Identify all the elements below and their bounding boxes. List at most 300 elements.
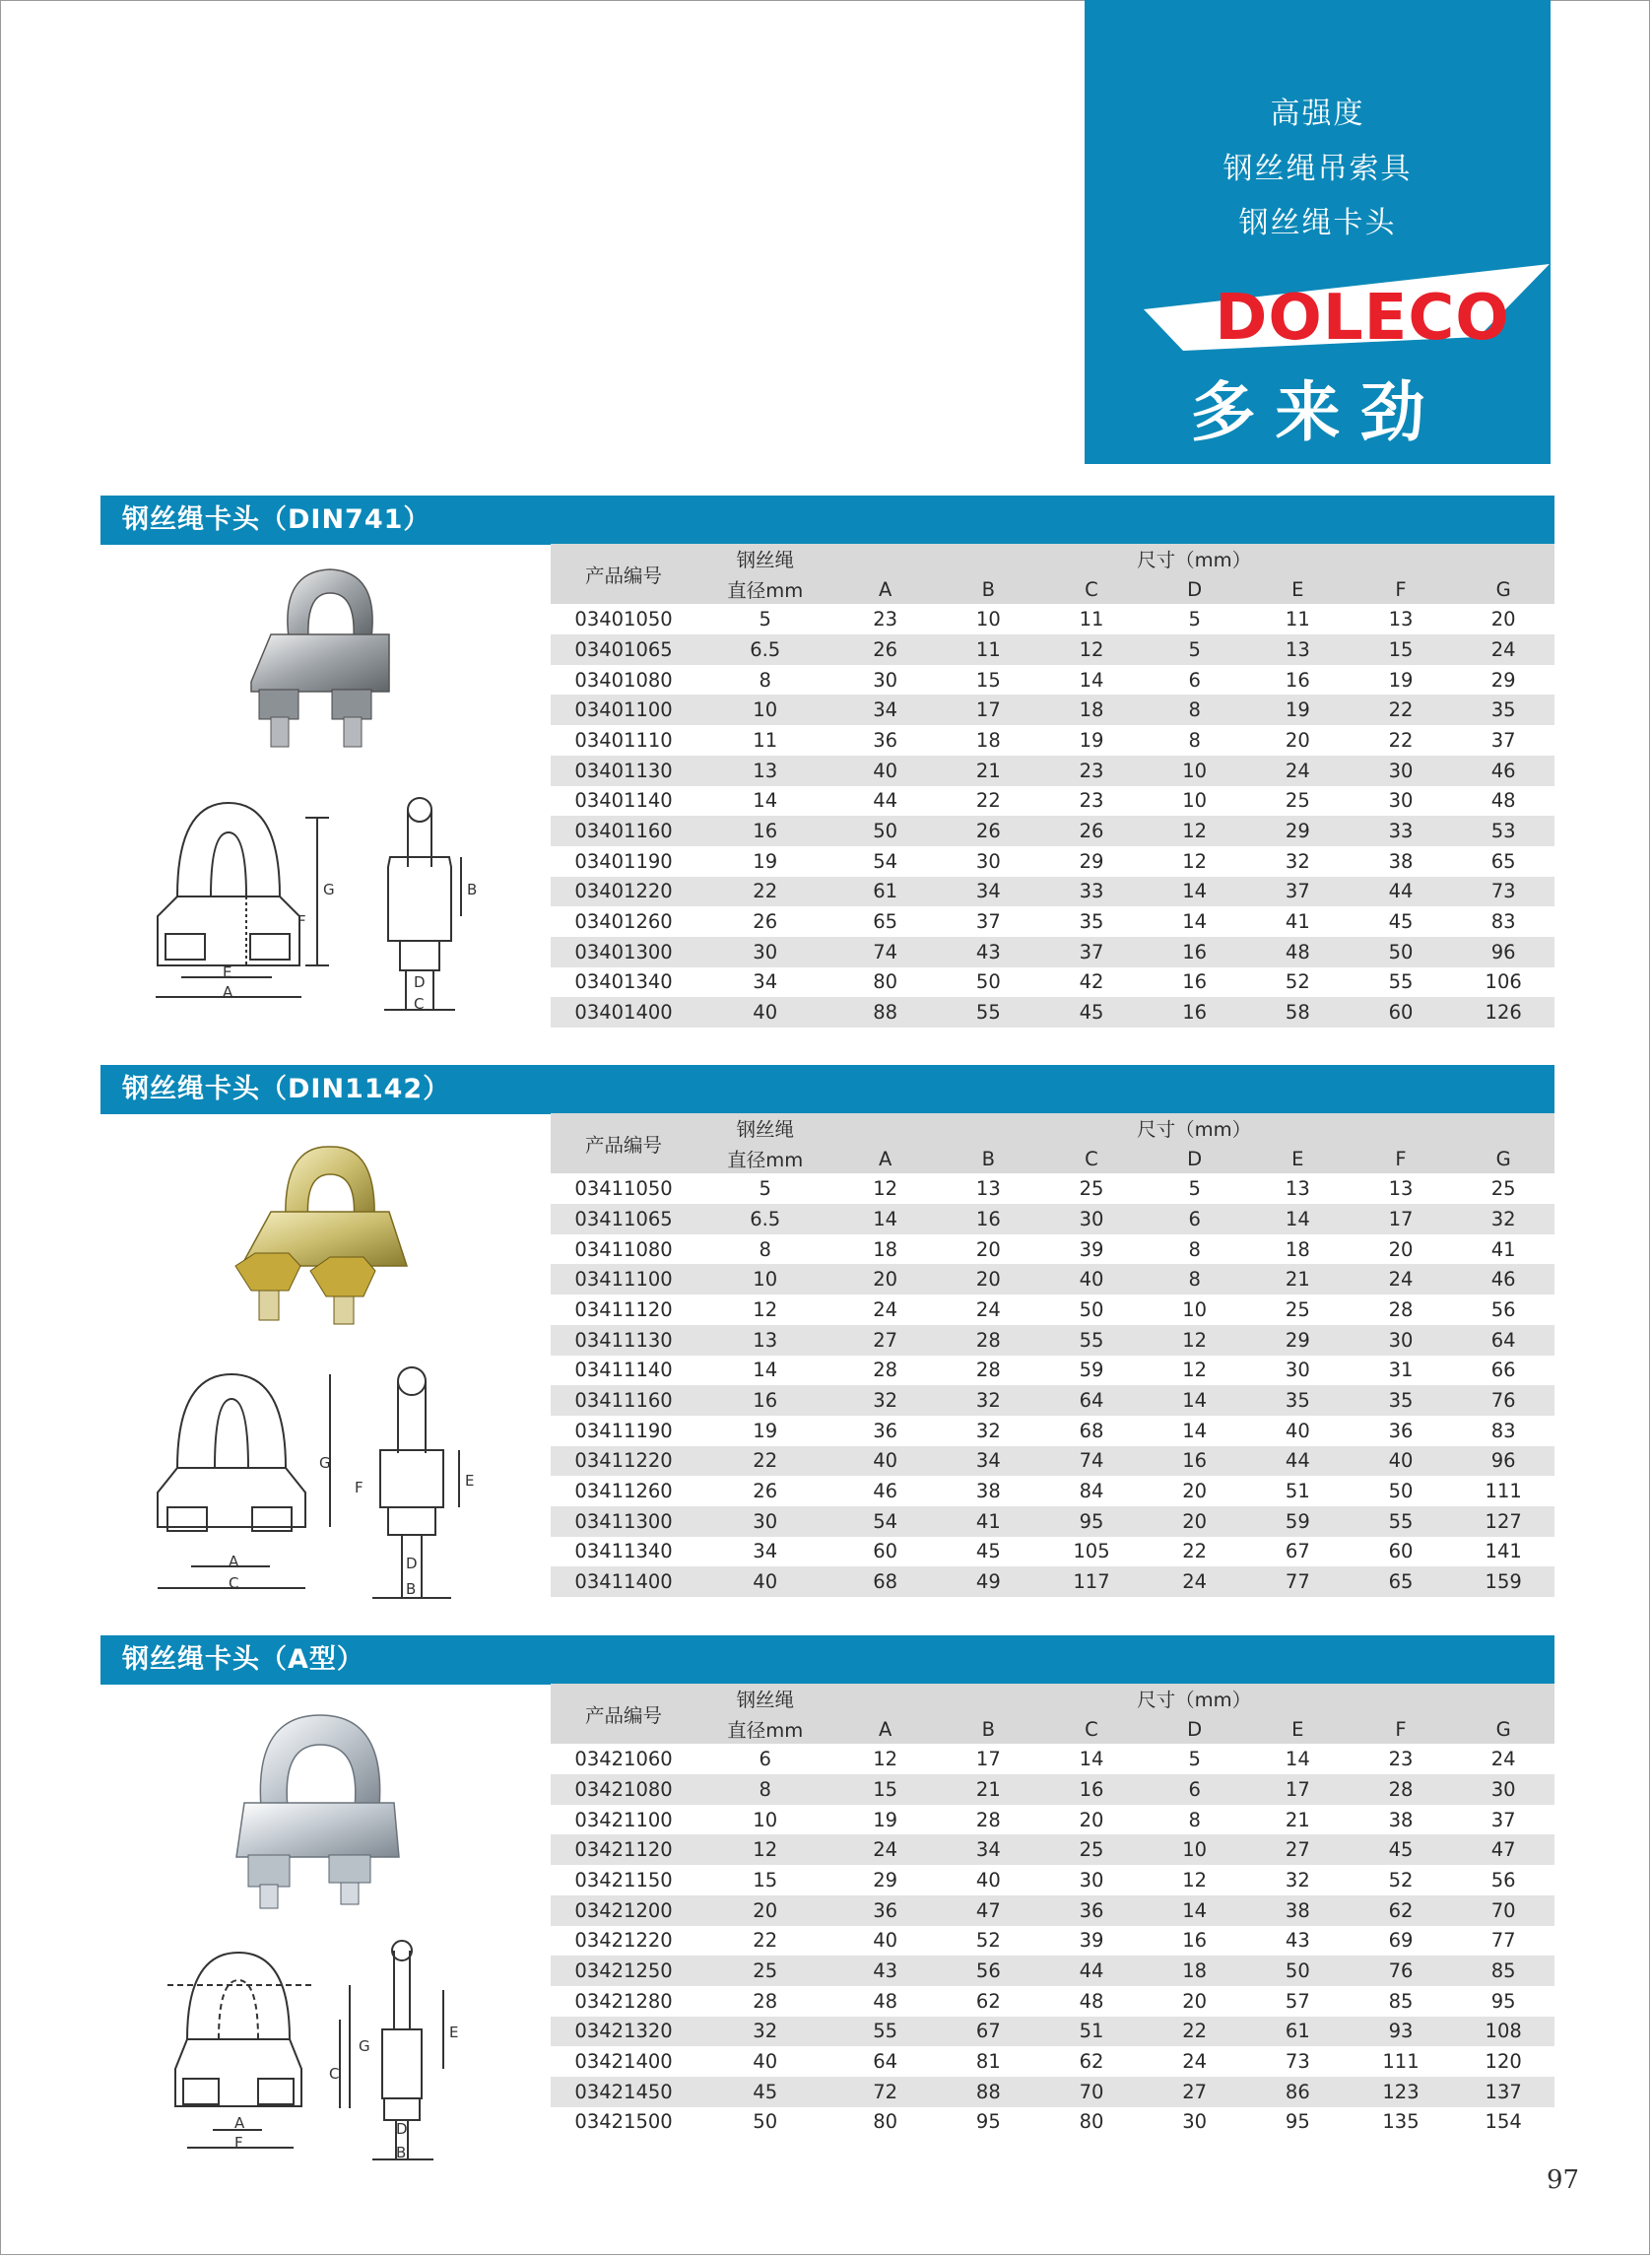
rope-diameter-cell: 26 — [696, 1476, 833, 1506]
table-row — [551, 2107, 1554, 2138]
dimension-cell: 45 — [1350, 1834, 1453, 1865]
dimension-cell: 26 — [833, 634, 937, 665]
dimension-cell: 27 — [1143, 2077, 1246, 2107]
brand-panel — [1085, 0, 1551, 464]
a-type-photo — [227, 1709, 404, 1915]
header-col-a: A — [833, 574, 937, 605]
product-code-cell: 03421450 — [551, 2077, 696, 2107]
dimension-cell: 34 — [833, 695, 937, 725]
dimension-cell: 36 — [833, 1895, 937, 1926]
rope-diameter-cell: 8 — [696, 1774, 833, 1805]
rope-diameter-cell: 14 — [696, 1356, 833, 1386]
dimension-cell: 47 — [937, 1895, 1040, 1926]
dimension-cell: 40 — [1040, 1264, 1144, 1294]
dimension-cell: 88 — [937, 2077, 1040, 2107]
dimension-cell: 14 — [1143, 1895, 1246, 1926]
dimension-cell: 37 — [937, 906, 1040, 937]
dimension-cell: 20 — [1350, 1234, 1453, 1265]
dimension-cell: 30 — [1452, 1774, 1554, 1805]
dimension-cell: 14 — [1143, 906, 1246, 937]
dim-label-d: D — [414, 973, 426, 991]
dimension-cell: 24 — [937, 1294, 1040, 1325]
dimension-cell: 95 — [1246, 2107, 1350, 2138]
brand-cn-name: 多来劲 — [1190, 374, 1445, 450]
dimension-cell: 30 — [1350, 786, 1453, 817]
dimension-cell: 61 — [1246, 2017, 1350, 2047]
dimension-cell: 20 — [1040, 1805, 1144, 1835]
dimension-cell: 62 — [1040, 2046, 1144, 2077]
header-code: 产品编号 — [551, 1684, 696, 1744]
dimension-cell: 50 — [1246, 1956, 1350, 1986]
dimension-cell: 8 — [1143, 695, 1246, 725]
dimension-cell: 18 — [1143, 1956, 1246, 1986]
dimension-cell: 27 — [833, 1325, 937, 1356]
table-row — [551, 1446, 1554, 1477]
spec-table-din1142 — [551, 1113, 1554, 1597]
product-code-cell: 03421280 — [551, 1986, 696, 2017]
dimension-cell: 14 — [1143, 1385, 1246, 1416]
dimension-cell: 20 — [1143, 1986, 1246, 2017]
table-row — [551, 1325, 1554, 1356]
dimension-cell: 31 — [1350, 1356, 1453, 1386]
dimension-cell: 27 — [1246, 1834, 1350, 1865]
dimension-cell: 16 — [1143, 997, 1246, 1028]
product-code-cell: 03401160 — [551, 816, 696, 846]
rope-diameter-cell: 19 — [696, 1416, 833, 1446]
dimension-cell: 55 — [1350, 967, 1453, 998]
dimension-cell: 41 — [937, 1506, 1040, 1537]
dimension-cell: 26 — [937, 816, 1040, 846]
table-row — [551, 604, 1554, 634]
dimension-cell: 19 — [1040, 725, 1144, 756]
product-code-cell: 03401100 — [551, 695, 696, 725]
dimension-cell: 44 — [1246, 1446, 1350, 1477]
product-code-cell: 03421400 — [551, 2046, 696, 2077]
table-row — [551, 906, 1554, 937]
rope-diameter-cell: 14 — [696, 786, 833, 817]
product-code-cell: 03421220 — [551, 1926, 696, 1957]
brand-line-2: 钢丝绳吊索具 — [1222, 152, 1413, 186]
dimension-cell: 50 — [833, 816, 937, 846]
dimension-cell: 24 — [833, 1834, 937, 1865]
dimension-cell: 25 — [1246, 1294, 1350, 1325]
product-code-cell: 03411300 — [551, 1506, 696, 1537]
product-code-cell: 03421120 — [551, 1834, 696, 1865]
dimension-cell: 21 — [1246, 1264, 1350, 1294]
header-code: 产品编号 — [551, 1113, 696, 1173]
dimension-cell: 127 — [1452, 1506, 1554, 1537]
dimension-cell: 24 — [1246, 756, 1350, 786]
dimension-cell: 35 — [1452, 695, 1554, 725]
dimension-cell: 57 — [1246, 1986, 1350, 2017]
product-code-cell: 03411120 — [551, 1294, 696, 1325]
table-row — [551, 1173, 1554, 1204]
dimension-cell: 21 — [937, 756, 1040, 786]
dimension-cell: 18 — [833, 1234, 937, 1265]
dimension-cell: 29 — [1452, 665, 1554, 696]
dim-label-c: C — [229, 1574, 239, 1592]
header-rope-bottom: 直径mm — [696, 574, 833, 605]
dimension-cell: 28 — [833, 1356, 937, 1386]
dimension-cell: 48 — [1452, 786, 1554, 817]
dimension-cell: 12 — [1143, 1325, 1246, 1356]
product-code-cell: 03401140 — [551, 786, 696, 817]
table-row — [551, 816, 1554, 846]
dimension-cell: 15 — [1350, 634, 1453, 665]
rope-diameter-cell: 13 — [696, 1325, 833, 1356]
dimension-cell: 22 — [1350, 725, 1453, 756]
dimension-cell: 32 — [1246, 846, 1350, 877]
dimension-cell: 19 — [1350, 665, 1453, 696]
dimension-cell: 33 — [1040, 877, 1144, 907]
dimension-cell: 29 — [833, 1865, 937, 1895]
dimension-cell: 14 — [1143, 877, 1246, 907]
rope-diameter-cell: 10 — [696, 1264, 833, 1294]
dimension-cell: 111 — [1452, 1476, 1554, 1506]
dimension-cell: 12 — [1143, 846, 1246, 877]
header-rope-top: 钢丝绳 — [696, 1113, 833, 1144]
dim-label-e: E — [465, 1472, 475, 1490]
dimension-cell: 37 — [1452, 1805, 1554, 1835]
dimension-cell: 74 — [1040, 1446, 1144, 1477]
dim-label-b: B — [396, 2144, 407, 2161]
dimension-cell: 6 — [1143, 1774, 1246, 1805]
dimension-cell: 32 — [1246, 1865, 1350, 1895]
dimension-cell: 8 — [1143, 1234, 1246, 1265]
dimension-cell: 24 — [833, 1294, 937, 1325]
table-row — [551, 1234, 1554, 1265]
dimension-cell: 11 — [1040, 604, 1144, 634]
dimension-cell: 37 — [1452, 725, 1554, 756]
header-dims: 尺寸（mm） — [833, 1684, 1554, 1714]
dimension-cell: 83 — [1452, 1416, 1554, 1446]
dimension-cell: 34 — [937, 1834, 1040, 1865]
table-row — [551, 1356, 1554, 1386]
dimension-cell: 30 — [1040, 1865, 1144, 1895]
rope-diameter-cell: 34 — [696, 967, 833, 998]
dimension-cell: 24 — [1350, 1264, 1453, 1294]
rope-diameter-cell: 32 — [696, 2017, 833, 2047]
dim-label-d: D — [406, 1555, 418, 1572]
table-row — [551, 725, 1554, 756]
section-title-a-type: 钢丝绳卡头（A型） — [100, 1635, 1554, 1685]
dimension-cell: 32 — [937, 1385, 1040, 1416]
table-row — [551, 846, 1554, 877]
product-code-cell: 03411190 — [551, 1416, 696, 1446]
dimension-cell: 35 — [1350, 1385, 1453, 1416]
dimension-cell: 22 — [1143, 1537, 1246, 1567]
a-type-drawing — [148, 1931, 493, 2176]
header-rope-top: 钢丝绳 — [696, 544, 833, 574]
dimension-cell: 30 — [1143, 2107, 1246, 2138]
dimension-cell: 12 — [1143, 1356, 1246, 1386]
rope-diameter-cell: 11 — [696, 725, 833, 756]
dimension-cell: 13 — [937, 1173, 1040, 1204]
product-code-cell: 03401080 — [551, 665, 696, 696]
table-row — [551, 1264, 1554, 1294]
dimension-cell: 46 — [1452, 756, 1554, 786]
product-code-cell: 03411160 — [551, 1385, 696, 1416]
header-col-e: E — [1246, 574, 1350, 605]
dimension-cell: 12 — [1040, 634, 1144, 665]
dimension-cell: 14 — [1143, 1416, 1246, 1446]
dimension-cell: 20 — [937, 1234, 1040, 1265]
dim-label-a: A — [223, 983, 233, 1001]
dimension-cell: 32 — [937, 1416, 1040, 1446]
dimension-cell: 14 — [833, 1204, 937, 1234]
dimension-cell: 45 — [1350, 906, 1453, 937]
dimension-cell: 22 — [1143, 2017, 1246, 2047]
rope-diameter-cell: 5 — [696, 1173, 833, 1204]
rope-diameter-cell: 25 — [696, 1956, 833, 1986]
rope-diameter-cell: 8 — [696, 1234, 833, 1265]
dimension-cell: 22 — [1350, 695, 1453, 725]
rope-diameter-cell: 30 — [696, 1506, 833, 1537]
dimension-cell: 36 — [833, 725, 937, 756]
din741-photo — [231, 564, 399, 755]
dimension-cell: 47 — [1452, 1834, 1554, 1865]
dimension-cell: 52 — [1246, 967, 1350, 998]
dimension-cell: 46 — [1452, 1264, 1554, 1294]
dimension-cell: 18 — [937, 725, 1040, 756]
header-col-a: A — [833, 1714, 937, 1745]
dimension-cell: 14 — [1246, 1744, 1350, 1774]
product-code-cell: 03401050 — [551, 604, 696, 634]
header-col-b: B — [937, 1144, 1040, 1174]
dimension-cell: 68 — [1040, 1416, 1144, 1446]
dimension-cell: 34 — [937, 877, 1040, 907]
dimension-cell: 16 — [1143, 937, 1246, 967]
dimension-cell: 30 — [1040, 1204, 1144, 1234]
dimension-cell: 41 — [1452, 1234, 1554, 1265]
spec-table-a-type — [551, 1684, 1554, 2137]
dimension-cell: 55 — [833, 2017, 937, 2047]
dimension-cell: 12 — [833, 1173, 937, 1204]
table-row — [551, 2046, 1554, 2077]
dimension-cell: 60 — [833, 1537, 937, 1567]
dimension-cell: 38 — [1350, 846, 1453, 877]
header-col-c: C — [1040, 1144, 1144, 1174]
dim-label-b: B — [406, 1580, 417, 1598]
table-row — [551, 1537, 1554, 1567]
dimension-cell: 93 — [1350, 2017, 1453, 2047]
dimension-cell: 12 — [1143, 816, 1246, 846]
product-code-cell: 03421200 — [551, 1895, 696, 1926]
dimension-cell: 50 — [1350, 1476, 1453, 1506]
dimension-cell: 154 — [1452, 2107, 1554, 2138]
table-row — [551, 1294, 1554, 1325]
dimension-cell: 38 — [1246, 1895, 1350, 1926]
dimension-cell: 21 — [1246, 1805, 1350, 1835]
rope-diameter-cell: 16 — [696, 1385, 833, 1416]
header-rope-bottom: 直径mm — [696, 1714, 833, 1745]
rope-diameter-cell: 16 — [696, 816, 833, 846]
dim-label-a: A — [234, 2114, 245, 2132]
dimension-cell: 12 — [833, 1744, 937, 1774]
table-row — [551, 937, 1554, 967]
dimension-cell: 59 — [1040, 1356, 1144, 1386]
table-row — [551, 756, 1554, 786]
dimension-cell: 18 — [1040, 695, 1144, 725]
table-body — [551, 604, 1554, 1028]
dimension-cell: 60 — [1350, 997, 1453, 1028]
product-code-cell: 03401190 — [551, 846, 696, 877]
table-row — [551, 665, 1554, 696]
table-row — [551, 1385, 1554, 1416]
table-row — [551, 1506, 1554, 1537]
dimension-cell: 15 — [937, 665, 1040, 696]
dimension-cell: 36 — [833, 1416, 937, 1446]
dimension-cell: 88 — [833, 997, 937, 1028]
dimension-cell: 37 — [1246, 877, 1350, 907]
din1142-photo — [231, 1143, 409, 1334]
rope-diameter-cell: 40 — [696, 2046, 833, 2077]
dimension-cell: 80 — [1040, 2107, 1144, 2138]
dimension-cell: 62 — [1350, 1895, 1453, 1926]
dimension-cell: 29 — [1246, 816, 1350, 846]
product-code-cell: 03401220 — [551, 877, 696, 907]
table-row — [551, 967, 1554, 998]
dimension-cell: 43 — [833, 1956, 937, 1986]
dimension-cell: 45 — [937, 1537, 1040, 1567]
dimension-cell: 13 — [1350, 1173, 1453, 1204]
dimension-cell: 123 — [1350, 2077, 1453, 2107]
product-code-cell: 03401110 — [551, 725, 696, 756]
dimension-cell: 137 — [1452, 2077, 1554, 2107]
dimension-cell: 77 — [1452, 1926, 1554, 1957]
product-code-cell: 03411260 — [551, 1476, 696, 1506]
header-col-e: E — [1246, 1144, 1350, 1174]
dimension-cell: 56 — [937, 1956, 1040, 1986]
rope-diameter-cell: 40 — [696, 997, 833, 1028]
rope-diameter-cell: 28 — [696, 1986, 833, 2017]
dimension-cell: 51 — [1246, 1476, 1350, 1506]
dimension-cell: 13 — [1246, 634, 1350, 665]
dimension-cell: 20 — [1143, 1506, 1246, 1537]
dimension-cell: 48 — [1246, 937, 1350, 967]
dimension-cell: 40 — [1246, 1416, 1350, 1446]
dimension-cell: 10 — [1143, 1294, 1246, 1325]
table-row — [551, 2017, 1554, 2047]
header-col-g: G — [1452, 574, 1554, 605]
rope-diameter-cell: 26 — [696, 906, 833, 937]
rope-diameter-cell: 34 — [696, 1537, 833, 1567]
dimension-cell: 16 — [937, 1204, 1040, 1234]
dimension-cell: 48 — [1040, 1986, 1144, 2017]
dim-label-f: F — [297, 912, 306, 930]
dimension-cell: 96 — [1452, 937, 1554, 967]
dimension-cell: 26 — [1040, 816, 1144, 846]
dim-label-f: F — [355, 1479, 363, 1496]
rope-diameter-cell: 6.5 — [696, 634, 833, 665]
product-code-cell: 03401300 — [551, 937, 696, 967]
dimension-cell: 16 — [1143, 967, 1246, 998]
dimension-cell: 44 — [1040, 1956, 1144, 1986]
dimension-cell: 55 — [1350, 1506, 1453, 1537]
dimension-cell: 80 — [833, 967, 937, 998]
dimension-cell: 44 — [833, 786, 937, 817]
dimension-cell: 117 — [1040, 1566, 1144, 1597]
dim-label-b: B — [467, 881, 478, 898]
dimension-cell: 10 — [937, 604, 1040, 634]
product-code-cell: 03401260 — [551, 906, 696, 937]
header-rope-bottom: 直径mm — [696, 1144, 833, 1174]
table-row — [551, 786, 1554, 817]
dimension-cell: 159 — [1452, 1566, 1554, 1597]
dimension-cell: 55 — [1040, 1325, 1144, 1356]
rope-diameter-cell: 22 — [696, 1446, 833, 1477]
dim-label-e: E — [449, 2024, 459, 2041]
dimension-cell: 10 — [1143, 786, 1246, 817]
dimension-cell: 5 — [1143, 634, 1246, 665]
dimension-cell: 35 — [1246, 1385, 1350, 1416]
dimension-cell: 28 — [1350, 1774, 1453, 1805]
header-col-a: A — [833, 1144, 937, 1174]
dimension-cell: 42 — [1040, 967, 1144, 998]
product-code-cell: 03421250 — [551, 1956, 696, 1986]
dimension-cell: 35 — [1040, 906, 1144, 937]
dimension-cell: 20 — [937, 1264, 1040, 1294]
header-col-f: F — [1350, 574, 1453, 605]
dim-label-g: G — [323, 881, 335, 898]
dimension-cell: 72 — [833, 2077, 937, 2107]
rope-diameter-cell: 40 — [696, 1566, 833, 1597]
dimension-cell: 61 — [833, 877, 937, 907]
table-row — [551, 695, 1554, 725]
dimension-cell: 24 — [1143, 2046, 1246, 2077]
dimension-cell: 6 — [1143, 1204, 1246, 1234]
dim-label-g: G — [319, 1454, 331, 1472]
header-col-g: G — [1452, 1144, 1554, 1174]
dimension-cell: 46 — [833, 1476, 937, 1506]
dimension-cell: 43 — [937, 937, 1040, 967]
dimension-cell: 29 — [1040, 846, 1144, 877]
dimension-cell: 17 — [1350, 1204, 1453, 1234]
rope-diameter-cell: 13 — [696, 756, 833, 786]
dimension-cell: 67 — [937, 2017, 1040, 2047]
table-row — [551, 1805, 1554, 1835]
dimension-cell: 96 — [1452, 1446, 1554, 1477]
rope-diameter-cell: 5 — [696, 604, 833, 634]
doleco-logo — [1144, 258, 1553, 357]
dimension-cell: 52 — [1350, 1865, 1453, 1895]
header-dims: 尺寸（mm） — [833, 544, 1554, 574]
dimension-cell: 95 — [1040, 1506, 1144, 1537]
header-col-b: B — [937, 574, 1040, 605]
dimension-cell: 23 — [833, 604, 937, 634]
dimension-cell: 50 — [1040, 1294, 1144, 1325]
dimension-cell: 55 — [937, 997, 1040, 1028]
dimension-cell: 16 — [1246, 665, 1350, 696]
dimension-cell: 28 — [937, 1356, 1040, 1386]
dimension-cell: 64 — [1040, 1385, 1144, 1416]
table-row — [551, 634, 1554, 665]
header-col-d: D — [1143, 574, 1246, 605]
dimension-cell: 76 — [1350, 1956, 1453, 1986]
rope-diameter-cell: 20 — [696, 1895, 833, 1926]
dimension-cell: 25 — [1040, 1834, 1144, 1865]
dimension-cell: 22 — [937, 786, 1040, 817]
product-code-cell: 03411065 — [551, 1204, 696, 1234]
page-number: 97 — [1547, 2165, 1580, 2195]
dimension-cell: 11 — [1246, 604, 1350, 634]
table-row — [551, 1865, 1554, 1895]
table-row — [551, 1204, 1554, 1234]
table-row — [551, 1476, 1554, 1506]
dimension-cell: 76 — [1452, 1385, 1554, 1416]
dimension-cell: 65 — [1350, 1566, 1453, 1597]
dimension-cell: 32 — [1452, 1204, 1554, 1234]
